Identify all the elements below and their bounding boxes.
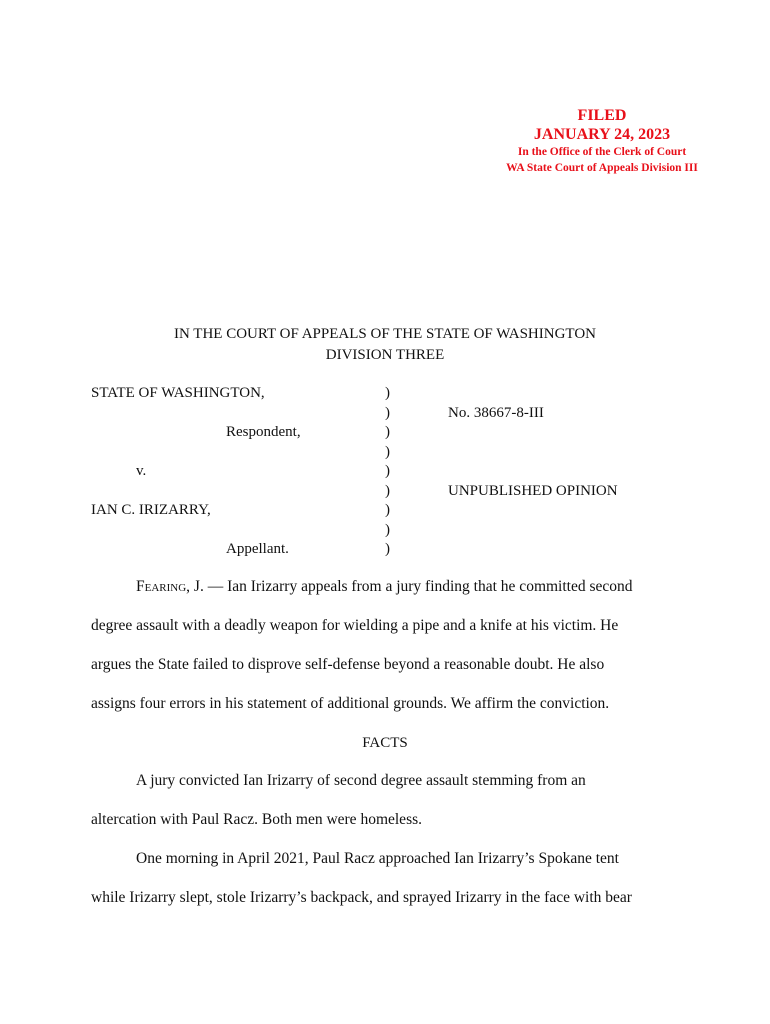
caption-role-respondent: Respondent, <box>226 424 301 440</box>
paren: ) <box>385 385 390 401</box>
opinion-line: degree assault with a deadly weapon for wielding a pipe and a knife at his victim. He <box>91 617 619 634</box>
paren: ) <box>385 463 390 479</box>
filed-label: FILED <box>577 107 627 124</box>
caption-versus: v. <box>136 463 147 479</box>
court-division: DIVISION THREE <box>325 347 445 363</box>
paren: ) <box>385 502 390 518</box>
opinion-first-line-text: , J. — Ian Irizarry appeals from a jury finding that he committed second <box>186 578 633 595</box>
paren: ) <box>385 541 390 557</box>
paren: ) <box>385 404 390 421</box>
opinion-line: assigns four errors in his statement of additional grounds. We affirm the conviction. <box>91 695 610 712</box>
opinion-first-line <box>136 577 633 597</box>
clerk-office-line: In the Office of the Clerk of Court <box>517 146 687 158</box>
opinion-type: UNPUBLISHED OPINION <box>448 483 618 499</box>
caption-parentheses <box>385 384 390 560</box>
court-division-line: WA State Court of Appeals Division III <box>506 162 698 174</box>
case-number: No. 38667-8-III <box>448 405 544 421</box>
paren: ) <box>385 482 390 499</box>
filing-stamp <box>470 106 734 176</box>
facts-heading: FACTS <box>362 735 408 751</box>
opinion-author: Fearing <box>136 578 187 595</box>
caption-party-respondent: STATE OF WASHINGTON, <box>91 385 265 401</box>
filed-date: JANUARY 24, 2023 <box>533 126 671 143</box>
caption-role-appellant: Appellant. <box>226 541 289 557</box>
facts-line: A jury convicted Ian Irizarry of second degree assault stemming from an <box>136 772 586 789</box>
facts-line: altercation with Paul Racz. Both men were homeless. <box>91 811 423 828</box>
paren: ) <box>385 443 390 460</box>
facts-line: while Irizarry slept, stole Irizarry’s backpack, and sprayed Irizarry in the face with bear <box>91 889 632 906</box>
opinion-line: argues the State failed to disprove self-defense beyond a reasonable doubt. He also <box>91 656 605 673</box>
caption-party-appellant: IAN C. IRIZARRY, <box>91 502 211 518</box>
facts-line: One morning in April 2021, Paul Racz approached Ian Irizarry’s Spokane tent <box>136 850 619 867</box>
paren: ) <box>385 424 390 440</box>
court-name: IN THE COURT OF APPEALS OF THE STATE OF WASHINGTON <box>174 326 596 342</box>
paren: ) <box>385 521 390 538</box>
